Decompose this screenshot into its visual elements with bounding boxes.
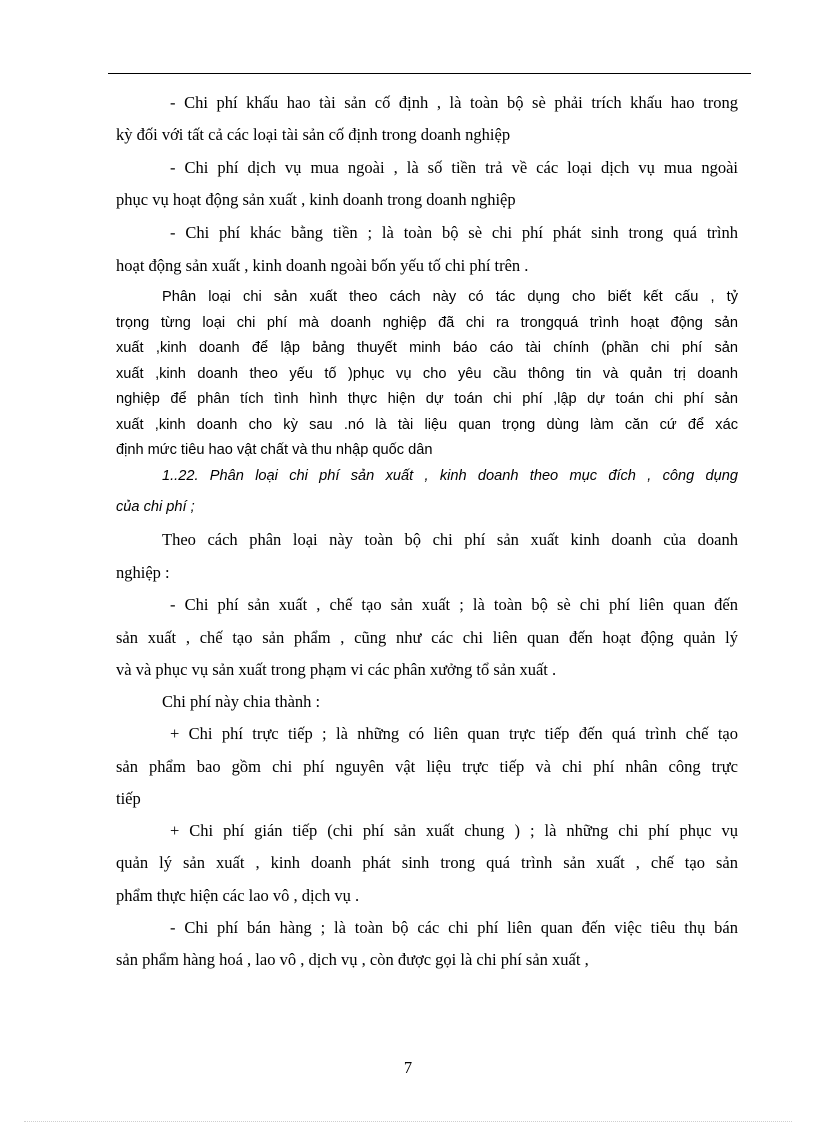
text-line: sản phẩm hàng hoá , lao vô , dịch vụ , còn được gọi là chi phí sản xuất ,	[116, 950, 589, 969]
text-line: - Chi phí khấu hao tài sản cố định , là toàn bộ sè phải trích khấu hao trong	[170, 93, 738, 112]
text-line: - Chi phí khác bằng tiền ; là toàn bộ sè chi phí phát sinh trong quá trình	[170, 223, 738, 242]
text-line: sản phẩm bao gồm chi phí nguyên vật liệu trực tiếp và chi phí nhân công trực	[116, 757, 738, 776]
page-bottom-border	[24, 1121, 792, 1122]
text-line: nghiệp :	[116, 563, 170, 582]
text-line: Theo cách phân loại này toàn bộ chi phí sản xuất kinh doanh của doanh	[162, 530, 738, 549]
text-line: Phân loại chi sản xuất theo cách này có tác dụng cho biết kết cấu , tỷ	[162, 289, 738, 305]
text-line: tiếp	[116, 789, 141, 808]
text-line: phục vụ hoạt động sản xuất , kinh doanh trong doanh nghiệp	[116, 190, 516, 209]
text-line: và và phục vụ sản xuất trong phạm vi các phân xưởng tổ sản xuất .	[116, 660, 557, 679]
text-line: - Chi phí sản xuất , chế tạo sản xuất ; là toàn bộ sè chi phí liên quan đến	[170, 595, 738, 614]
text-line: sản xuất , chế tạo sản phẩm , cũng như các chi liên quan đến hoạt động quản lý	[116, 628, 738, 647]
section-heading: của chi phí ;	[116, 499, 195, 515]
text-line: xuất ,kinh doanh để lập bảng thuyết minh báo cáo tài chính (phần chi phí sản	[116, 340, 738, 356]
text-line: + Chi phí gián tiếp (chi phí sản xuất chung ) ; là những chi phí phục vụ	[170, 821, 738, 840]
page-number: 7	[403, 1058, 413, 1077]
text-line: xuất ,kinh doanh theo yếu tố )phục vụ cho yêu cầu thông tin và quản trị doanh	[116, 366, 738, 382]
header-rule	[108, 73, 751, 74]
section-heading: 1..22. Phân loại chi phí sản xuất , kinh doanh theo mục đích , công dụng	[162, 468, 738, 484]
text-line: kỳ đối với tất cả các loại tài sản cố định trong doanh nghiệp	[116, 125, 511, 144]
text-line: hoạt động sản xuất , kinh doanh ngoài bốn yếu tố chi phí trên .	[116, 256, 529, 275]
text-line: nghiệp để phân tích tình hình thực hiện dự toán chi phí ,lập dự toán chi phí sản	[116, 391, 738, 407]
text-line: định mức tiêu hao vật chất và thu nhập quốc dân	[116, 442, 433, 458]
text-line: - Chi phí dịch vụ mua ngoài , là số tiền trả về các loại dịch vụ mua ngoài	[170, 158, 738, 177]
text-line: trọng từng loại chi phí mà doanh nghiệp đã chi ra trongquá trình hoạt động sản	[116, 315, 738, 331]
text-line: + Chi phí trực tiếp ; là những có liên quan trực tiếp đến quá trình chế tạo	[170, 724, 738, 743]
text-line: Chi phí này chia thành :	[162, 692, 321, 711]
text-line: quản lý sản xuất , kinh doanh phát sinh trong quá trình sản xuất , chế tạo sản	[116, 853, 738, 872]
text-line: xuất ,kinh doanh cho kỳ sau .nó là tài liệu quan trọng dùng làm căn cứ để xác	[116, 417, 738, 433]
text-line: phẩm thực hiện các lao vô , dịch vụ .	[116, 886, 360, 905]
text-line: - Chi phí bán hàng ; là toàn bộ các chi phí liên quan đến việc tiêu thụ bán	[170, 918, 738, 937]
